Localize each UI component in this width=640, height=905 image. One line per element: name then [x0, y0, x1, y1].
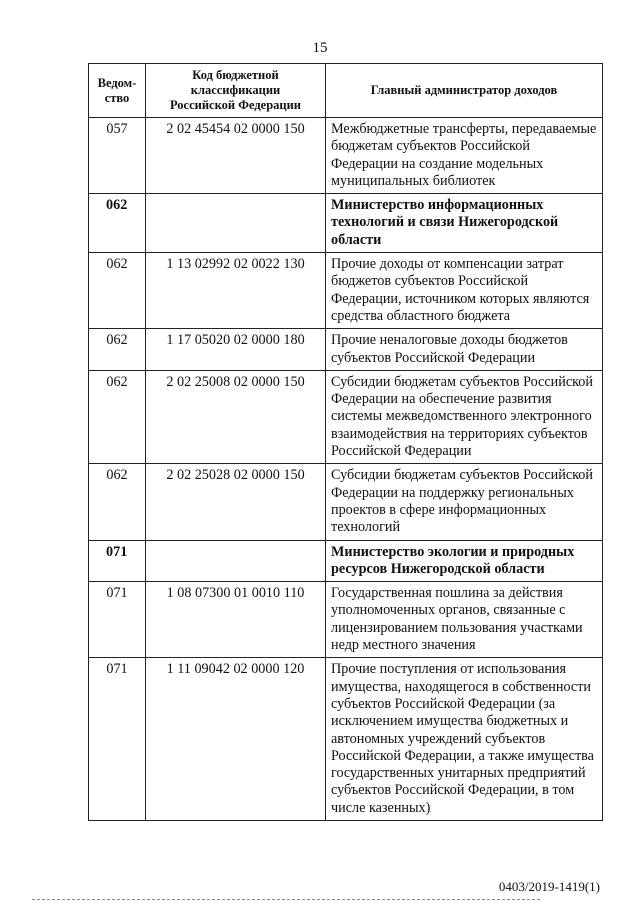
dept-cell: 062 [89, 370, 146, 463]
table-section-row [89, 540, 603, 582]
dept-cell: 071 [89, 540, 146, 582]
code-cell: 1 08 07300 01 0010 110 [146, 582, 326, 658]
table-section-row [89, 194, 603, 253]
table-row [89, 118, 603, 194]
name-cell: Субсидии бюджетам субъектов Российской Федерации на обеспечение развития системы межведомственного электронного взаимодействия на территориях субъектов Российской Федерации [326, 370, 603, 463]
budget-revenue-table [88, 63, 603, 821]
name-cell: Прочие доходы от компенсации затрат бюджетов субъектов Российской Федерации, источником которых являются средства областного бюджета [326, 253, 603, 329]
dept-cell: 062 [89, 194, 146, 253]
name-cell: Прочие поступления от использования имущества, находящегося в собственности субъектов Российской Федерации (за исключением имущества бюджетных и автономных учреждений субъектов Российской Федерации, а также имущества государственных унитарных предприятий субъектов Российской Федерации, в том числе казенных) [326, 658, 603, 821]
code-cell: 1 13 02992 02 0022 130 [146, 253, 326, 329]
table-row [89, 464, 603, 540]
table-header-row [89, 64, 603, 118]
header-dept: Ведом- ство [89, 64, 146, 118]
name-cell: Министерство экологии и природных ресурсов Нижегородской области [326, 540, 603, 582]
name-cell: Прочие неналоговые доходы бюджетов субъектов Российской Федерации [326, 329, 603, 371]
scan-artifact-line [32, 899, 540, 901]
table-row [89, 582, 603, 658]
header-code: Код бюджетной классификации Российской Федерации [146, 64, 326, 118]
dept-cell: 071 [89, 658, 146, 821]
code-cell: 2 02 25008 02 0000 150 [146, 370, 326, 463]
table-row [89, 329, 603, 371]
name-cell: Государственная пошлина за действия уполномоченных органов, связанные с лицензированием пользования участками недр местного значения [326, 582, 603, 658]
table-row [89, 253, 603, 329]
name-cell: Межбюджетные трансферты, передаваемые бюджетам субъектов Российской Федерации на создание модельных муниципальных библиотек [326, 118, 603, 194]
header-admin: Главный администратор доходов [326, 64, 603, 118]
table-row [89, 370, 603, 463]
document-number: 0403/2019-1419(1) [498, 879, 600, 894]
dept-cell: 071 [89, 582, 146, 658]
table-row [89, 658, 603, 821]
dept-cell: 057 [89, 118, 146, 194]
code-cell [146, 194, 326, 253]
page-number: 15 [312, 40, 328, 56]
name-cell: Министерство информационных технологий и связи Нижегородской области [326, 194, 603, 253]
dept-cell: 062 [89, 253, 146, 329]
name-cell: Субсидии бюджетам субъектов Российской Федерации на поддержку региональных проектов в сфере информационных технологий [326, 464, 603, 540]
code-cell: 2 02 25028 02 0000 150 [146, 464, 326, 540]
code-cell: 2 02 45454 02 0000 150 [146, 118, 326, 194]
code-cell: 1 17 05020 02 0000 180 [146, 329, 326, 371]
code-cell: 1 11 09042 02 0000 120 [146, 658, 326, 821]
code-cell [146, 540, 326, 582]
dept-cell: 062 [89, 464, 146, 540]
dept-cell: 062 [89, 329, 146, 371]
